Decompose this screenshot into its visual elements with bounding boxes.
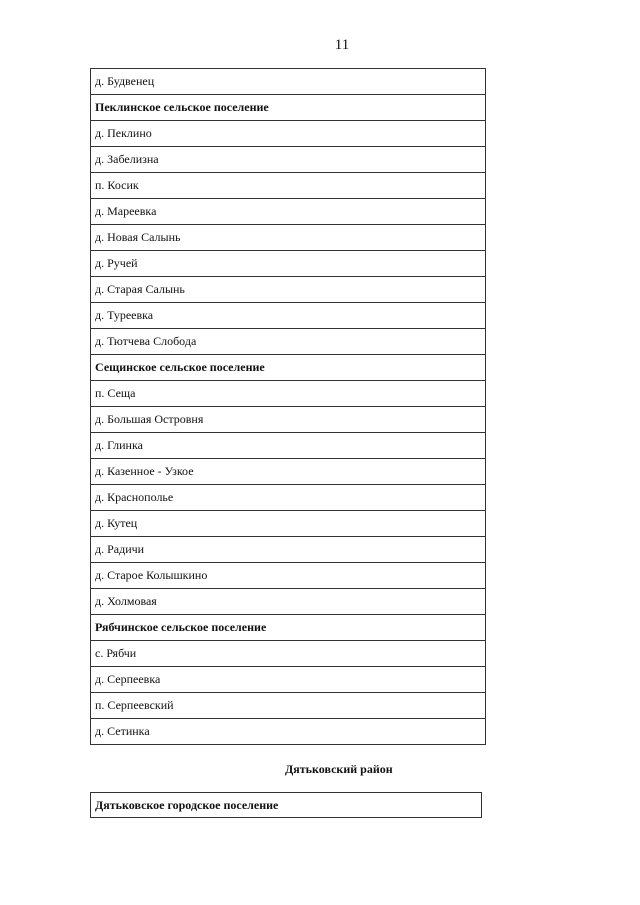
settlement-name: д. Новая Салынь xyxy=(91,225,486,251)
settlement-group-row xyxy=(91,355,486,381)
settlement-name: д. Забелизна xyxy=(91,147,486,173)
table-row xyxy=(91,381,486,407)
table-row xyxy=(91,303,486,329)
settlement-name: п. Серпеевский xyxy=(91,693,486,719)
table-row xyxy=(91,563,486,589)
table-row xyxy=(91,225,486,251)
table-row xyxy=(91,667,486,693)
settlement-name: д. Казенное - Узкое xyxy=(91,459,486,485)
table-row xyxy=(91,69,486,95)
district-table-body xyxy=(91,793,482,818)
table-row xyxy=(91,693,486,719)
district-table xyxy=(90,792,482,818)
table-row xyxy=(91,329,486,355)
settlement-name: д. Холмовая xyxy=(91,589,486,615)
settlement-name: д. Серпеевка xyxy=(91,667,486,693)
settlement-name: д. Старая Салынь xyxy=(91,277,486,303)
settlement-group-name: Рябчинское сельское поселение xyxy=(91,615,486,641)
table-row xyxy=(91,199,486,225)
table-row xyxy=(91,277,486,303)
settlements-table xyxy=(90,68,486,745)
page-number: 11 xyxy=(334,37,350,53)
table-row xyxy=(91,485,486,511)
table-row xyxy=(91,147,486,173)
settlement-name: д. Старое Колышкино xyxy=(91,563,486,589)
settlement-name: д. Большая Островня xyxy=(91,407,486,433)
settlement-name: д. Кутец xyxy=(91,511,486,537)
settlement-name: д. Глинка xyxy=(91,433,486,459)
table-row xyxy=(91,433,486,459)
settlement-group-row xyxy=(91,615,486,641)
table-row xyxy=(91,641,486,667)
settlement-name: д. Пеклино xyxy=(91,121,486,147)
table-row xyxy=(91,121,486,147)
settlement-name: д. Сетинка xyxy=(91,719,486,745)
settlement-group-name: Пеклинское сельское поселение xyxy=(91,95,486,121)
settlement-name: д. Тютчева Слобода xyxy=(91,329,486,355)
settlement-group-row xyxy=(91,95,486,121)
table-row xyxy=(91,589,486,615)
table-row xyxy=(91,793,482,818)
table-row xyxy=(91,459,486,485)
table-row xyxy=(91,719,486,745)
settlement-name: д. Ручей xyxy=(91,251,486,277)
table-row xyxy=(91,537,486,563)
table-row xyxy=(91,511,486,537)
settlement-group-name: Дятьковское городское поселение xyxy=(91,793,482,818)
settlement-name: д. Мареевка xyxy=(91,199,486,225)
district-title: Дятьковский район xyxy=(285,762,393,776)
settlements-table-body xyxy=(91,69,486,745)
table-row xyxy=(91,251,486,277)
table-row xyxy=(91,173,486,199)
table-row xyxy=(91,407,486,433)
settlement-name: д. Краснополье xyxy=(91,485,486,511)
settlement-name: п. Сеща xyxy=(91,381,486,407)
settlement-name: д. Туреевка xyxy=(91,303,486,329)
settlement-name: д. Радичи xyxy=(91,537,486,563)
settlement-name: с. Рябчи xyxy=(91,641,486,667)
settlement-name: д. Будвенец xyxy=(91,69,486,95)
settlement-group-name: Сещинское сельское поселение xyxy=(91,355,486,381)
settlement-name: п. Косик xyxy=(91,173,486,199)
